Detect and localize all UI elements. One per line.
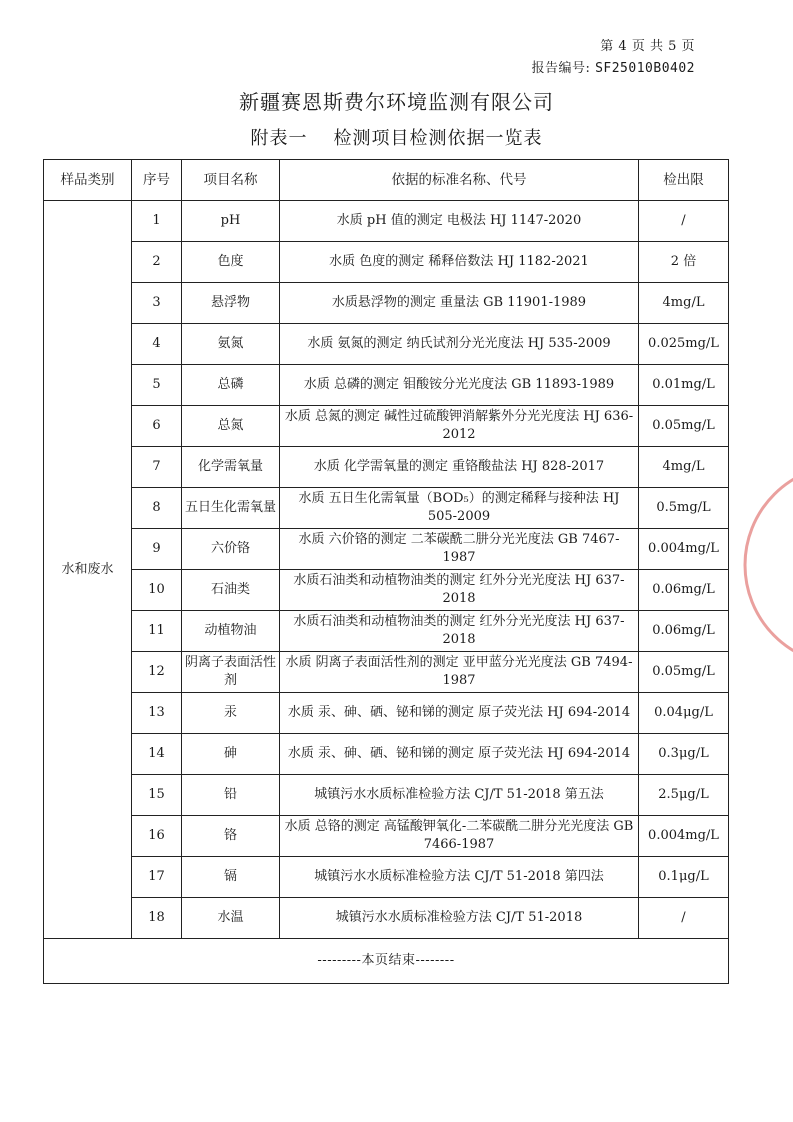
item-name-cell: 六价铬 [182, 529, 280, 570]
table-row [44, 734, 729, 775]
table-row [44, 570, 729, 611]
serial-no-cell: 1 [132, 201, 182, 242]
table-title-prefix: 附表一 [250, 128, 308, 149]
standard-cell: 水质石油类和动植物油类的测定 红外分光光度法 HJ 637-2018 [280, 570, 639, 611]
company-name: 新疆赛恩斯费尔环境监测有限公司 [239, 90, 554, 114]
item-name-cell: 汞 [182, 693, 280, 734]
detection-limit-cell: / [639, 898, 729, 939]
detection-limit-cell: 0.06mg/L [639, 611, 729, 652]
table-row [44, 447, 729, 488]
standard-cell: 水质 阴离子表面活性剂的测定 亚甲蓝分光光度法 GB 7494-1987 [280, 652, 639, 693]
standard-cell: 水质 化学需氧量的测定 重铬酸盐法 HJ 828-2017 [280, 447, 639, 488]
item-name-cell: 悬浮物 [182, 283, 280, 324]
standard-cell: 水质 六价铬的测定 二苯碳酰二肼分光光度法 GB 7467-1987 [280, 529, 639, 570]
standard-cell: 水质悬浮物的测定 重量法 GB 11901-1989 [280, 283, 639, 324]
table-row [44, 816, 729, 857]
item-name-cell: 总氮 [182, 406, 280, 447]
detection-limit-cell: 0.05mg/L [639, 406, 729, 447]
serial-no-cell: 13 [132, 693, 182, 734]
detection-limit-cell: 4mg/L [639, 283, 729, 324]
detection-basis-table [43, 159, 729, 984]
header-serial-no: 序号 [132, 160, 182, 201]
standard-cell: 水质 五日生化需氧量（BOD₅）的测定稀释与接种法 HJ 505-2009 [280, 488, 639, 529]
serial-no-cell: 6 [132, 406, 182, 447]
table-title [0, 124, 793, 150]
standard-cell: 城镇污水水质标准检验方法 CJ/T 51-2018 [280, 898, 639, 939]
table-row [44, 611, 729, 652]
table-row [44, 857, 729, 898]
page-number: 第 4 页 共 5 页 [600, 39, 695, 54]
item-name-cell: 铬 [182, 816, 280, 857]
page-header-info [532, 36, 695, 80]
detection-limit-cell: 0.06mg/L [639, 570, 729, 611]
standard-cell: 水质 总氮的测定 碱性过硫酸钾消解紫外分光光度法 HJ 636-2012 [280, 406, 639, 447]
table-row [44, 365, 729, 406]
serial-no-cell: 18 [132, 898, 182, 939]
standard-cell: 水质 色度的测定 稀释倍数法 HJ 1182-2021 [280, 242, 639, 283]
standard-cell: 水质 pH 值的测定 电极法 HJ 1147-2020 [280, 201, 639, 242]
item-name-cell: 色度 [182, 242, 280, 283]
item-name-cell: 砷 [182, 734, 280, 775]
serial-no-cell: 5 [132, 365, 182, 406]
standard-cell: 水质 总磷的测定 钼酸铵分光光度法 GB 11893-1989 [280, 365, 639, 406]
detection-limit-cell: 0.025mg/L [639, 324, 729, 365]
header-item-name: 项目名称 [182, 160, 280, 201]
serial-no-cell: 10 [132, 570, 182, 611]
item-name-cell: 石油类 [182, 570, 280, 611]
table-row [44, 201, 729, 242]
detection-limit-cell: 2.5μg/L [639, 775, 729, 816]
report-number-label: 报告编号: [531, 61, 591, 76]
serial-no-cell: 3 [132, 283, 182, 324]
serial-no-cell: 15 [132, 775, 182, 816]
table-row [44, 775, 729, 816]
detection-limit-cell: 0.05mg/L [639, 652, 729, 693]
table-row [44, 283, 729, 324]
standard-cell: 城镇污水水质标准检验方法 CJ/T 51-2018 第五法 [280, 775, 639, 816]
serial-no-cell: 16 [132, 816, 182, 857]
detection-limit-cell: 0.004mg/L [639, 529, 729, 570]
item-name-cell: 化学需氧量 [182, 447, 280, 488]
detection-limit-cell: 0.3μg/L [639, 734, 729, 775]
table-row [44, 324, 729, 365]
page-end-note: ---------本页结束-------- [44, 939, 729, 984]
item-name-cell: 五日生化需氧量 [182, 488, 280, 529]
detection-limit-cell: 0.004mg/L [639, 816, 729, 857]
detection-limit-cell: 0.01mg/L [639, 365, 729, 406]
table-row [44, 242, 729, 283]
item-name-cell: 水温 [182, 898, 280, 939]
detection-limit-cell: 0.04μg/L [639, 693, 729, 734]
table-row [44, 652, 729, 693]
table-row [44, 693, 729, 734]
standard-cell: 水质 氨氮的测定 纳氏试剂分光光度法 HJ 535-2009 [280, 324, 639, 365]
item-name-cell: 动植物油 [182, 611, 280, 652]
serial-no-cell: 14 [132, 734, 182, 775]
seal-stamp-fragment [735, 450, 793, 680]
serial-no-cell: 11 [132, 611, 182, 652]
table-title-text: 检测项目检测依据一览表 [333, 128, 543, 149]
sample-category-cell: 水和废水 [44, 201, 132, 939]
standard-cell: 水质石油类和动植物油类的测定 红外分光光度法 HJ 637-2018 [280, 611, 639, 652]
table-row [44, 529, 729, 570]
report-number-line [532, 58, 695, 80]
standard-cell: 水质 汞、砷、硒、铋和锑的测定 原子荧光法 HJ 694-2014 [280, 734, 639, 775]
detection-limit-cell: 4mg/L [639, 447, 729, 488]
item-name-cell: 总磷 [182, 365, 280, 406]
detection-limit-cell: 0.1μg/L [639, 857, 729, 898]
serial-no-cell: 17 [132, 857, 182, 898]
detection-limit-cell: / [639, 201, 729, 242]
item-name-cell: pH [182, 201, 280, 242]
item-name-cell: 氨氮 [182, 324, 280, 365]
report-number: SF25010B0402 [595, 61, 695, 76]
item-name-cell: 铅 [182, 775, 280, 816]
serial-no-cell: 7 [132, 447, 182, 488]
serial-no-cell: 4 [132, 324, 182, 365]
table-row [44, 898, 729, 939]
header-standard: 依据的标准名称、代号 [280, 160, 639, 201]
detection-limit-cell: 2 倍 [639, 242, 729, 283]
serial-no-cell: 2 [132, 242, 182, 283]
item-name-cell: 镉 [182, 857, 280, 898]
header-detection-limit: 检出限 [639, 160, 729, 201]
serial-no-cell: 12 [132, 652, 182, 693]
table-row [44, 406, 729, 447]
table-row [44, 488, 729, 529]
header-sample-category: 样品类别 [44, 160, 132, 201]
standard-cell: 城镇污水水质标准检验方法 CJ/T 51-2018 第四法 [280, 857, 639, 898]
serial-no-cell: 8 [132, 488, 182, 529]
serial-no-cell: 9 [132, 529, 182, 570]
item-name-cell: 阴离子表面活性剂 [182, 652, 280, 693]
detection-limit-cell: 0.5mg/L [639, 488, 729, 529]
standard-cell: 水质 总铬的测定 高锰酸钾氧化-二苯碳酰二肼分光光度法 GB 7466-1987 [280, 816, 639, 857]
standard-cell: 水质 汞、砷、硒、铋和锑的测定 原子荧光法 HJ 694-2014 [280, 693, 639, 734]
